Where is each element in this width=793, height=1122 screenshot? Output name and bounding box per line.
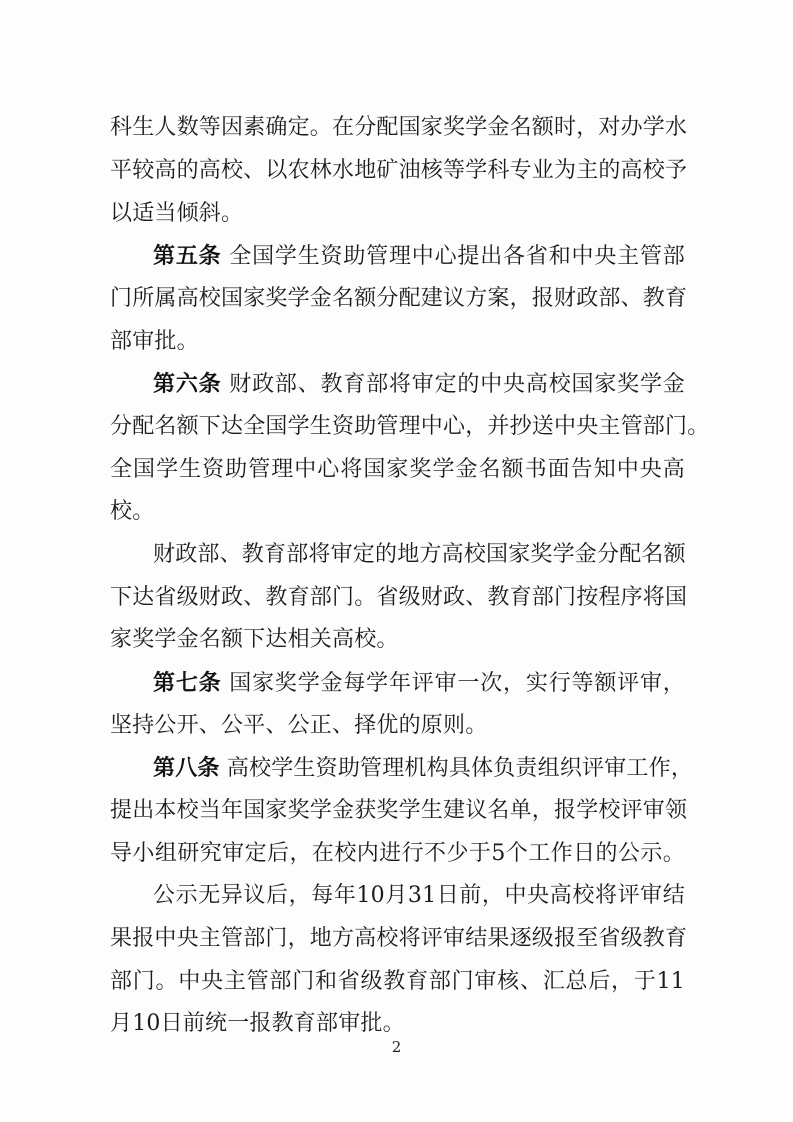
paragraph-line: 部审批。 bbox=[110, 329, 199, 354]
paragraph-line: 果报中央主管部门，地方高校将评审结果逐级报至省级教育 bbox=[110, 926, 688, 951]
paragraph-line: 月10日前统一报教育部审批。 bbox=[110, 1011, 405, 1036]
article-heading: 第八条 bbox=[153, 755, 220, 781]
paragraph-line: 门所属高校国家奖学金名额分配建议方案，报财政部、教育 bbox=[110, 286, 688, 311]
article-7-first-line bbox=[153, 669, 685, 698]
page-number: 2 bbox=[391, 1038, 402, 1056]
paragraph-line: 家奖学金名额下达相关高校。 bbox=[110, 627, 399, 652]
article-text: 国家奖学金每学年评审一次，实行等额评审， bbox=[229, 671, 685, 696]
paragraph-line: 全国学生资助管理中心将国家奖学金名额书面告知中央高 bbox=[110, 457, 685, 482]
article-heading: 第六条 bbox=[153, 371, 222, 397]
article-text: 全国学生资助管理中心提出各省和中央主管部 bbox=[229, 244, 685, 269]
paragraph-line: 下达省级财政、教育部门。省级财政、教育部门按程序将国 bbox=[110, 585, 688, 610]
paragraph-line: 以适当倾斜。 bbox=[110, 201, 244, 226]
paragraph-line: 部门。中央主管部门和省级教育部门审核、汇总后，于11 bbox=[110, 969, 685, 994]
paragraph-line: 分配名额下达全国学生资助管理中心，并抄送中央主管部门。 bbox=[110, 414, 710, 439]
paragraph-line: 导小组研究审定后，在校内进行不少于5个工作日的公示。 bbox=[110, 841, 685, 866]
paragraph-line: 公示无异议后，每年10月31日前，中央高校将评审结 bbox=[153, 883, 685, 908]
article-heading: 第七条 bbox=[153, 670, 222, 696]
paragraph-line: 平较高的高校、以农林水地矿油核等学科专业为主的高校予 bbox=[110, 158, 688, 183]
paragraph-line: 科生人数等因素确定。在分配国家奖学金名额时，对办学水 bbox=[110, 115, 688, 140]
article-5-first-line bbox=[153, 242, 685, 271]
article-text: 高校学生资助管理机构具体负责组织评审工作， bbox=[226, 756, 694, 781]
paragraph-line: 校。 bbox=[110, 499, 155, 524]
article-6-first-line bbox=[153, 370, 685, 399]
paragraph-line: 提出本校当年国家奖学金获奖学生建议名单，报学校评审领 bbox=[110, 798, 688, 823]
paragraph-line: 财政部、教育部将审定的地方高校国家奖学金分配名额 bbox=[153, 542, 686, 567]
article-8-first-line bbox=[153, 754, 694, 783]
paragraph-line: 坚持公开、公平、公正、择优的原则。 bbox=[110, 713, 488, 738]
article-heading: 第五条 bbox=[153, 243, 222, 269]
article-text: 财政部、教育部将审定的中央高校国家奖学金 bbox=[229, 372, 685, 397]
